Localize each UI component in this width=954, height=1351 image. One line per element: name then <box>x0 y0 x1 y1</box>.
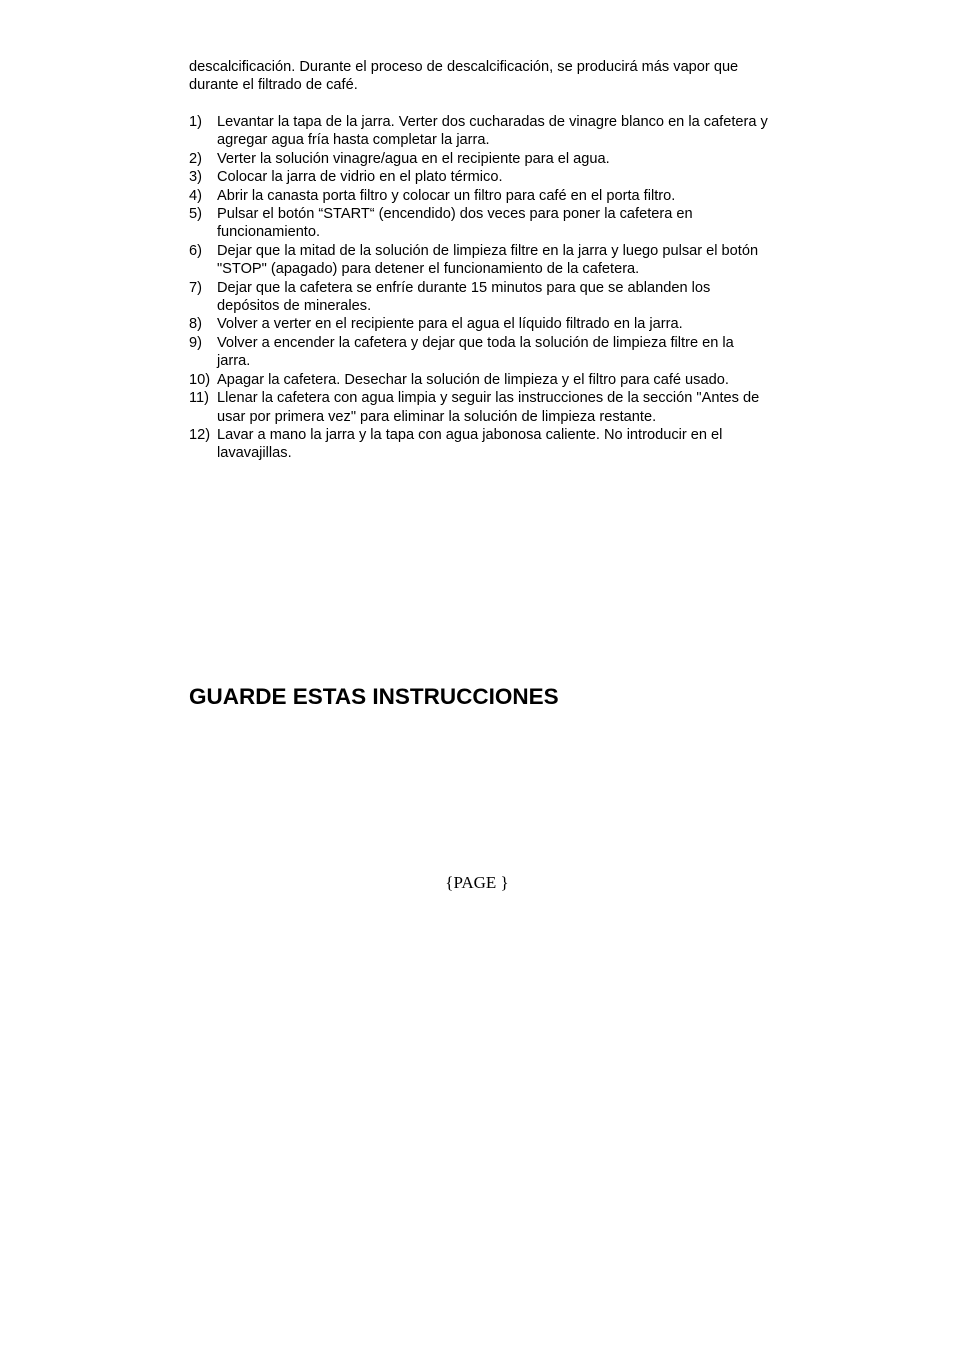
step-text: Levantar la tapa de la jarra. Verter dos cucharadas de vinagre blanco en la cafetera y agregar agua fría hasta completar la jarra. <box>217 114 768 149</box>
step-number: 12) <box>189 426 211 443</box>
step-text: Dejar que la mitad de la solución de limpieza filtre en la jarra y luego pulsar el botón "STOP" (apagado) para detener el funcionamiento de la cafetera. <box>217 242 759 278</box>
page-number-field: {PAGE } <box>445 873 509 892</box>
step-text: Pulsar el botón “START“ (encendido) dos veces para poner la cafetera en funcionamiento. <box>217 206 693 241</box>
step-text: Abrir la canasta porta filtro y colocar un filtro para café en el porta filtro. <box>217 187 676 204</box>
step-text: Apagar la cafetera. Desechar la solución de limpieza y el filtro para café usado. <box>217 371 729 388</box>
step-number: 4) <box>189 187 202 204</box>
step-number: 8) <box>189 316 202 333</box>
list-item <box>189 242 769 279</box>
list-item <box>189 334 769 371</box>
list-item <box>189 205 769 242</box>
descaling-steps-list <box>189 113 769 463</box>
step-text: Llenar la cafetera con agua limpia y seguir las instrucciones de la sección "Antes de usar por primera vez" para eliminar la solución de limpieza restante. <box>217 390 760 425</box>
save-instructions-heading: GUARDE ESTAS INSTRUCCIONES <box>189 684 559 709</box>
step-number: 5) <box>189 206 202 223</box>
step-number: 6) <box>189 242 202 259</box>
step-number: 11) <box>189 390 210 407</box>
list-item <box>189 187 769 205</box>
step-text: Verter la solución vinagre/agua en el recipiente para el agua. <box>217 150 610 167</box>
list-item <box>189 426 769 463</box>
step-text: Colocar la jarra de vidrio en el plato térmico. <box>217 169 503 186</box>
intro-paragraph: descalcificación. Durante el proceso de descalcificación, se producirá más vapor que durante el filtrado de café. <box>189 59 739 94</box>
step-text: Lavar a mano la jarra y la tapa con agua jabonosa caliente. No introducir en el lavavajillas. <box>217 426 723 462</box>
list-item <box>189 168 769 186</box>
step-number: 9) <box>189 334 202 351</box>
step-number: 2) <box>189 150 202 167</box>
step-number: 1) <box>189 114 202 130</box>
step-text: Volver a verter en el recipiente para el agua el líquido filtrado en la jarra. <box>217 316 683 333</box>
step-number: 7) <box>189 279 202 296</box>
list-item <box>189 315 769 333</box>
step-text: Dejar que la cafetera se enfríe durante 15 minutos para que se ablanden los depósitos de minerales. <box>217 279 711 315</box>
step-text: Volver a encender la cafetera y dejar que toda la solución de limpieza filtre en la jarra. <box>217 334 734 370</box>
step-number: 3) <box>189 169 202 186</box>
list-item <box>189 371 769 389</box>
list-item <box>189 279 769 316</box>
list-item <box>189 389 769 426</box>
list-item <box>189 150 769 168</box>
step-number: 10) <box>189 371 211 388</box>
list-item <box>189 113 769 150</box>
